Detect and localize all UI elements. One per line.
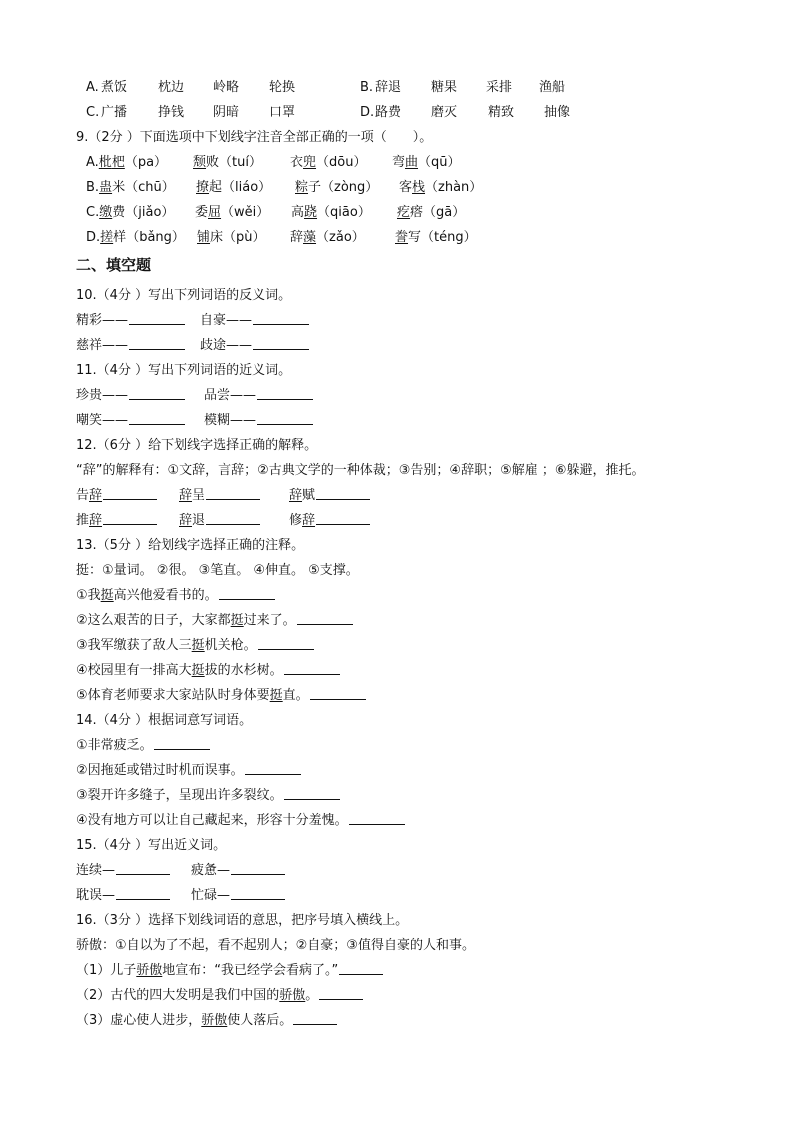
answer-blank[interactable] [129, 409, 185, 425]
q13-item-1 [0, 584, 794, 608]
definition-text: 挺：①量词。 ②很。 ③笔直。 ④伸直。 ⑤支撑。 [76, 563, 359, 578]
answer-blank[interactable] [103, 484, 157, 500]
option-c-word-2: 挣钱 [158, 105, 185, 120]
answer-blank[interactable] [257, 409, 313, 425]
q16-item-3 [0, 1009, 794, 1033]
q15-item-1 [76, 859, 115, 883]
pinyin: （téng） [421, 230, 477, 245]
word: 歧途—— [200, 338, 253, 353]
answer-blank[interactable] [253, 334, 309, 350]
q10-row-2 [0, 334, 794, 358]
answer-blank[interactable] [129, 309, 185, 325]
option-b-word-1: 辞退 [375, 80, 402, 95]
underlined-char: 蛊 [99, 180, 113, 195]
q15-item-3 [76, 884, 115, 908]
q13-stem [0, 534, 794, 558]
answer-blank[interactable] [245, 759, 301, 775]
underlined-word: 骄傲 [201, 1013, 228, 1028]
answer-blank[interactable] [284, 784, 340, 800]
answer-blank[interactable] [349, 809, 405, 825]
q9c-item-3 [291, 201, 371, 225]
underlined-char: 撩 [196, 180, 210, 195]
q12-item-1 [76, 484, 102, 508]
answer-blank[interactable] [116, 884, 170, 900]
underlined-char: 跷 [304, 205, 318, 220]
q11-row-1 [0, 384, 794, 408]
suffix: 地宣布：“我已经学会看病了。” [162, 963, 339, 978]
option-b-word-3: 采排 [486, 80, 513, 95]
definition-text: “辞”的解释有：①文辞，言辞；②古典文学的一种体裁；③告别；④辞职；⑤解雇 ；⑥躲避，推托。 [76, 463, 645, 478]
underlined-char: 挺 [100, 588, 114, 603]
q16-item-1 [0, 959, 794, 983]
q10-stem [0, 284, 794, 308]
pinyin: （qū） [418, 155, 461, 170]
underlined-char: 挺 [191, 663, 205, 678]
answer-blank[interactable] [293, 1009, 337, 1025]
q9b-item-1 [86, 176, 175, 200]
suffix: 退 [192, 513, 206, 528]
answer-blank[interactable] [258, 634, 314, 650]
q9a-item-3 [290, 151, 366, 175]
pinyin: （dōu） [316, 155, 367, 170]
q12-item-3 [289, 484, 315, 508]
option-c-word-3: 阴暗 [213, 105, 240, 120]
sentence [76, 759, 244, 783]
suffix: 米 [112, 180, 126, 195]
underlined-char: 辞 [289, 488, 303, 503]
question-text: 14.（4分 ）根据词意写词语。 [76, 713, 253, 728]
underlined-char: 挺 [269, 688, 283, 703]
question-text: 16.（3分 ）选择下划线词语的意思，把序号填入横线上。 [76, 913, 409, 928]
prefix: C. [86, 205, 100, 220]
underlined-char: 辞 [179, 488, 193, 503]
sentence [76, 809, 348, 833]
answer-blank[interactable] [154, 734, 210, 750]
q13-item-3 [0, 634, 794, 658]
suffix: 费 [112, 205, 126, 220]
q12-row-2 [0, 509, 794, 533]
underlined-char: 曲 [405, 155, 419, 170]
q11-item-3 [76, 409, 128, 433]
underlined-char: 栈 [412, 180, 426, 195]
prefix: ③我军缴获了敌人三 [76, 638, 192, 653]
sentence [76, 984, 318, 1008]
option-d-word-2: 磨灭 [431, 105, 458, 120]
suffix: 败 [206, 155, 220, 170]
q10-item-2 [200, 309, 252, 333]
prefix: 告 [76, 488, 90, 503]
word: 嘲笑—— [76, 413, 129, 428]
prefix: （2）古代的四大发明是我们中国的 [76, 988, 280, 1003]
underlined-char: 粽 [295, 180, 309, 195]
underlined-char: 缴 [99, 205, 113, 220]
suffix: 写 [408, 230, 422, 245]
suffix: 过来了。 [243, 613, 296, 628]
q9c-item-1 [86, 201, 174, 225]
answer-blank[interactable] [316, 484, 370, 500]
answer-blank[interactable] [103, 509, 157, 525]
sentence [76, 684, 309, 708]
q9-option-b [0, 176, 794, 200]
q10-row-1 [0, 309, 794, 333]
prefix: 客 [399, 180, 413, 195]
option-a-word-3: 岭略 [213, 80, 240, 95]
underlined-char: 颓 [193, 155, 207, 170]
answer-blank[interactable] [297, 609, 353, 625]
option-a-word-1: 煮饭 [101, 80, 128, 95]
sentence [76, 959, 338, 983]
underlined-char: 兜 [303, 155, 317, 170]
pinyin: （gā） [423, 205, 466, 220]
prefix: 弯 [392, 155, 406, 170]
word: 品尝—— [204, 388, 257, 403]
suffix: 床 [210, 230, 224, 245]
word: 疲惫— [191, 863, 231, 878]
q15-row-1 [0, 859, 794, 883]
pinyin: （pù） [223, 230, 266, 245]
question-text: 13.（5分 ）给划线字选择正确的注释。 [76, 538, 305, 553]
underlined-word: 骄傲 [279, 988, 306, 1003]
q10-item-1 [76, 309, 128, 333]
question-text: 12.（6分 ）给下划线字选择正确的解释。 [76, 438, 318, 453]
word: 慈祥—— [76, 338, 129, 353]
underlined-char: 辞 [89, 513, 103, 528]
q9a-item-4 [392, 151, 461, 175]
prefix: A. [86, 155, 99, 170]
q12-stem [0, 434, 794, 458]
meaning-text: ④没有地方可以让自己藏起来，形容十分羞愧。 [76, 813, 348, 828]
option-a-word-2: 枕边 [158, 80, 185, 95]
q12-definition [0, 459, 794, 483]
prefix: 修 [289, 513, 303, 528]
q9c-item-4 [397, 201, 465, 225]
answer-blank[interactable] [206, 484, 260, 500]
answer-blank[interactable] [206, 509, 260, 525]
pinyin: （qiāo） [317, 205, 371, 220]
answer-blank[interactable] [284, 659, 340, 675]
q9a-item-1 [86, 151, 167, 175]
prefix: 高 [291, 205, 305, 220]
meaning-text: ③裂开许多缝子，呈现出许多裂纹。 [76, 788, 283, 803]
q9b-item-2 [196, 176, 271, 200]
q12-item-6 [289, 509, 315, 533]
option-b-word-2: 糖果 [431, 80, 458, 95]
q11-item-1 [76, 384, 128, 408]
q15-item-2 [191, 859, 230, 883]
sentence [76, 609, 296, 633]
q14-item-4 [0, 809, 794, 833]
underlined-char: 挺 [230, 613, 244, 628]
q9b-item-4 [399, 176, 482, 200]
answer-blank[interactable] [253, 309, 309, 325]
suffix: 赋 [302, 488, 316, 503]
underlined-char: 枇 [98, 155, 112, 170]
underlined-char: 誊 [395, 230, 409, 245]
option-a-word-4: 轮换 [269, 80, 296, 95]
suffix: 样 [113, 230, 127, 245]
word: 珍贵—— [76, 388, 129, 403]
option-d-letter: D. [360, 105, 375, 120]
prefix: ⑤体育老师要求大家站队时身体要 [76, 688, 270, 703]
prefix: 辞 [290, 230, 304, 245]
q12-item-5 [179, 509, 205, 533]
prefix: D. [86, 230, 101, 245]
underlined-char: 疙 [397, 205, 411, 220]
answer-blank[interactable] [316, 509, 370, 525]
pinyin: （bǎng） [126, 230, 185, 245]
q9c-item-2 [195, 201, 269, 225]
underlined-char: 挺 [191, 638, 205, 653]
q12-item-2 [179, 484, 205, 508]
option-d-word-4: 抽像 [544, 105, 571, 120]
section-title: 二、填空题 [76, 256, 152, 274]
question-text: 11.（4分 ）写出下列词语的近义词。 [76, 363, 292, 378]
underlined-char: 铺 [197, 230, 211, 245]
pinyin: （pa） [124, 155, 168, 170]
prefix: 委 [195, 205, 209, 220]
word: 模糊—— [204, 413, 257, 428]
q9-option-c [0, 201, 794, 225]
underlined-char: 杷 [111, 155, 125, 170]
q13-item-4 [0, 659, 794, 683]
underlined-char: 搓 [100, 230, 114, 245]
answer-blank[interactable] [319, 984, 363, 1000]
q14-item-1 [0, 734, 794, 758]
underlined-char: 辞 [179, 513, 193, 528]
answer-blank[interactable] [129, 334, 185, 350]
word: 耽误— [76, 888, 116, 903]
q11-row-2 [0, 409, 794, 433]
question-text: 9.（2分 ）下面选项中下划线字注音全部正确的一项（ ）。 [76, 130, 433, 145]
q16-definition [0, 934, 794, 958]
option-d-word-3: 精致 [488, 105, 515, 120]
q9d-item-1 [86, 226, 185, 250]
q9b-item-3 [295, 176, 378, 200]
prefix: 推 [76, 513, 90, 528]
q9-stem [0, 126, 794, 150]
sentence [76, 1009, 292, 1033]
q16-stem [0, 909, 794, 933]
q16-item-2 [0, 984, 794, 1008]
suffix: 使人落后。 [227, 1013, 293, 1028]
answer-blank[interactable] [231, 859, 285, 875]
q13-item-2 [0, 609, 794, 633]
answer-blank[interactable] [310, 684, 366, 700]
q11-item-4 [204, 409, 256, 433]
q14-item-3 [0, 784, 794, 808]
suffix: 高兴他爱看书的。 [113, 588, 218, 603]
suffix: 直。 [282, 688, 309, 703]
option-b-word-4: 渔船 [539, 80, 566, 95]
definition-text: 骄傲：①自以为了不起，看不起别人；②自豪；③值得自豪的人和事。 [76, 938, 475, 953]
prefix: ①我 [76, 588, 101, 603]
word: 精彩—— [76, 313, 129, 328]
suffix: 起 [209, 180, 223, 195]
meaning-text: ②因拖延或错过时机而误事。 [76, 763, 244, 778]
pinyin: （jiǎo） [125, 205, 175, 220]
pinyin: （zǎo） [316, 230, 365, 245]
prefix: （3）虚心使人进步， [76, 1013, 202, 1028]
question-text: 10.（4分 ）写出下列词语的反义词。 [76, 288, 292, 303]
q12-item-4 [76, 509, 102, 533]
prefix: （1）儿子 [76, 963, 137, 978]
q13-definition [0, 559, 794, 583]
q9d-item-4 [395, 226, 477, 250]
q8-row-cd [0, 101, 794, 125]
q13-item-5 [0, 684, 794, 708]
pinyin: （chū） [125, 180, 175, 195]
sentence [76, 734, 153, 758]
answer-blank[interactable] [219, 584, 275, 600]
suffix: 。 [305, 988, 319, 1003]
pinyin: （zhàn） [425, 180, 483, 195]
q15-row-2 [0, 884, 794, 908]
prefix: B. [86, 180, 100, 195]
sentence [76, 659, 283, 683]
underlined-char: 藻 [303, 230, 317, 245]
answer-blank[interactable] [129, 384, 185, 400]
suffix: 子 [308, 180, 322, 195]
underlined-char: 辞 [302, 513, 316, 528]
q9d-item-2 [197, 226, 266, 250]
prefix: ④校园里有一排高大 [76, 663, 192, 678]
underlined-char: 屈 [208, 205, 222, 220]
suffix: 拔的水杉树。 [204, 663, 283, 678]
option-b-letter: B. [360, 80, 374, 95]
pinyin: （zòng） [321, 180, 379, 195]
suffix: 瘩 [410, 205, 424, 220]
q15-stem [0, 834, 794, 858]
sentence [76, 784, 283, 808]
q9-option-a [0, 151, 794, 175]
option-a-letter: A. [86, 80, 99, 95]
q9a-item-2 [193, 151, 262, 175]
q10-item-4 [200, 334, 252, 358]
q9d-item-3 [290, 226, 365, 250]
sentence [76, 634, 257, 658]
section-heading [0, 252, 794, 278]
prefix: ②这么艰苦的日子，大家都 [76, 613, 231, 628]
q8-row-ab [0, 76, 794, 100]
meaning-text: ①非常疲乏。 [76, 738, 153, 753]
prefix: 衣 [290, 155, 304, 170]
word: 自豪—— [200, 313, 253, 328]
answer-blank[interactable] [339, 959, 383, 975]
pinyin: （wěi） [221, 205, 270, 220]
q11-item-2 [204, 384, 256, 408]
q11-stem [0, 359, 794, 383]
q12-row-1 [0, 484, 794, 508]
pinyin: （liáo） [222, 180, 272, 195]
option-c-letter: C. [86, 105, 100, 120]
word: 忙碌— [191, 888, 231, 903]
underlined-word: 骄傲 [136, 963, 163, 978]
suffix: 呈 [192, 488, 206, 503]
answer-blank[interactable] [257, 384, 313, 400]
option-c-word-4: 口罩 [269, 105, 296, 120]
question-text: 15.（4分 ）写出近义词。 [76, 838, 227, 853]
answer-blank[interactable] [116, 859, 170, 875]
q15-item-4 [191, 884, 230, 908]
option-c-word-1: 广播 [101, 105, 128, 120]
q14-item-2 [0, 759, 794, 783]
underlined-char: 辞 [89, 488, 103, 503]
option-d-word-1: 路费 [375, 105, 402, 120]
q10-item-3 [76, 334, 128, 358]
pinyin: （tuí） [219, 155, 262, 170]
suffix: 机关枪。 [204, 638, 257, 653]
sentence [76, 584, 218, 608]
answer-blank[interactable] [231, 884, 285, 900]
q9-option-d [0, 226, 794, 250]
q14-stem [0, 709, 794, 733]
word: 连续— [76, 863, 116, 878]
